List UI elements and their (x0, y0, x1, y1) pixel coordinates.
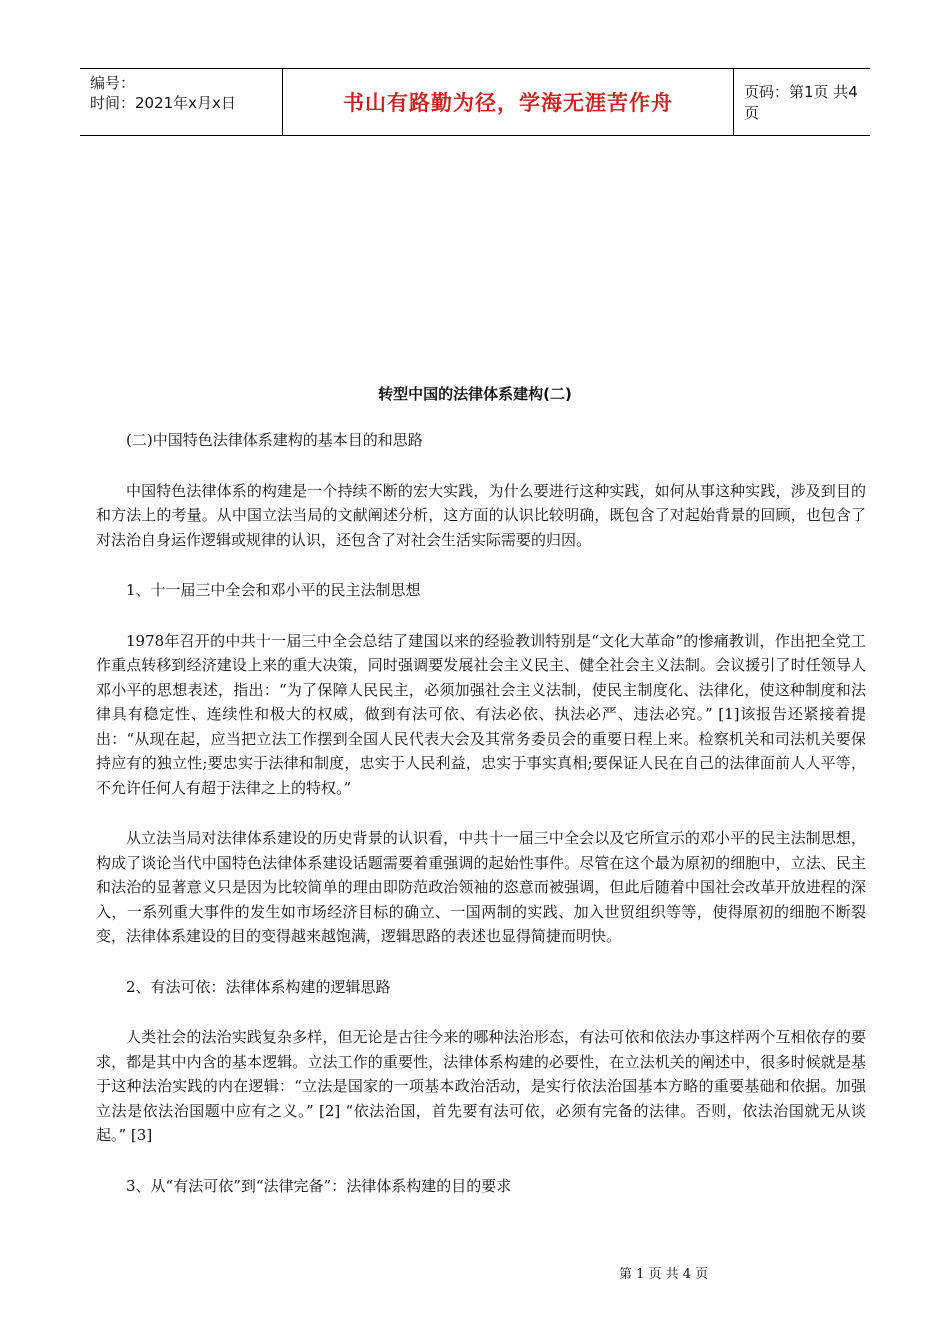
subsection-heading: 2、有法可依：法律体系构建的逻辑思路 (126, 977, 391, 996)
body-paragraph: 中国特色法律体系的构建是一个持续不断的宏大实践，为什么要进行这种实践，如何从事这种实践，涉及到目的和方法上的考量。从中国立法当局的文献阐述分析，这方面的认识比较明确，既包含了对起始背景的回顾，也包含了对法治自身运作逻辑或规律的认识，还包含了对社会生活实际需要的归因。 (96, 481, 866, 549)
header-page-label: 页码：第1页 共4页 (744, 83, 858, 122)
document-title: 转型中国的法律体系建构(二) (378, 385, 572, 403)
body-paragraph: 1978年召开的中共十一届三中全会总结了建国以来的经验教训特别是“文化大革命”的惨痛教训，作出把全党工作重点转移到经济建设上来的重大决策，同时强调要发展社会主义民主、健全社会主义法制。会议援引了时任领导人邓小平的思想表述，指出：“为了保障人民民主，必须加强社会主义法制，使民主制度化、法律化，使这种制度和法律具有稳定性、连续性和极大的权威，做到有法可依、有法必依、执法必严、违法必究。” [1]该报告还紧接着提出：“从现在起，应当把立法工作摆到全国人民代表大会及其常务委员会的重要日程上来。检察机关和司法机关要保持应有的独立性;要忠实于法律和制度，忠实于人民利益，忠实于事实真相;要保证人民在自己的法律面前人人平等，不允许任何人有超于法律之上的特权。” (96, 631, 866, 797)
page-footer: 第 1 页 共 4 页 (619, 1267, 709, 1282)
document-body (96, 428, 866, 1224)
body-paragraph: 人类社会的法治实践复杂多样，但无论是古往今来的哪种法治形态，有法可依和依法办事这样两个互相依存的要求，都是其中内含的基本逻辑。立法工作的重要性，法律体系构建的必要性，在立法机关的阐述中，很多时候就是基于这种法治实践的内在逻辑：“立法是国家的一项基本政治活动，是实行依法治国基本方略的重要基础和依据。加强立法是依法治国题中应有之义。” [2] “依法治国，首先要有法可依，必须有完备的法律。否则，依法治国就无从谈起。” [3] (96, 1028, 866, 1144)
header-number-label: 编号： (90, 74, 136, 92)
subsection-heading: 3、从“有法可依”到“法律完备”：法律体系构建的目的要求 (126, 1176, 512, 1195)
header-time-label: 时间：2021年x月x日 (90, 94, 236, 112)
body-paragraph: 从立法当局对法律体系建设的历史背景的认识看，中共十一届三中全会以及它所宣示的邓小平的民主法制思想，构成了谈论当代中国特色法律体系建设话题需要着重强调的起始性事件。尽管在这个最为原初的细胞中，立法、民主和法治的显著意义只是因为比较简单的理由即防范政治领袖的恣意而被强调，但此后随着中国社会改革开放进程的深入，一系列重大事件的发生如市场经济目标的确立、一国两制的实践、加入世贸组织等等，使得原初的细胞不断裂变，法律体系建设的目的变得越来越饱满，逻辑思路的表述也显得简捷而明快。 (96, 829, 866, 945)
document-header (80, 68, 870, 136)
section-heading: (二)中国特色法律体系建构的基本目的和思路 (126, 431, 423, 449)
header-motto-cell (282, 69, 734, 135)
header-meta-cell (80, 69, 282, 135)
subsection-heading: 1、十一届三中全会和邓小平的民主法制思想 (126, 581, 421, 599)
header-page-cell (734, 69, 870, 135)
header-motto: 书山有路勤为径，学海无涯苦作舟 (343, 91, 673, 115)
